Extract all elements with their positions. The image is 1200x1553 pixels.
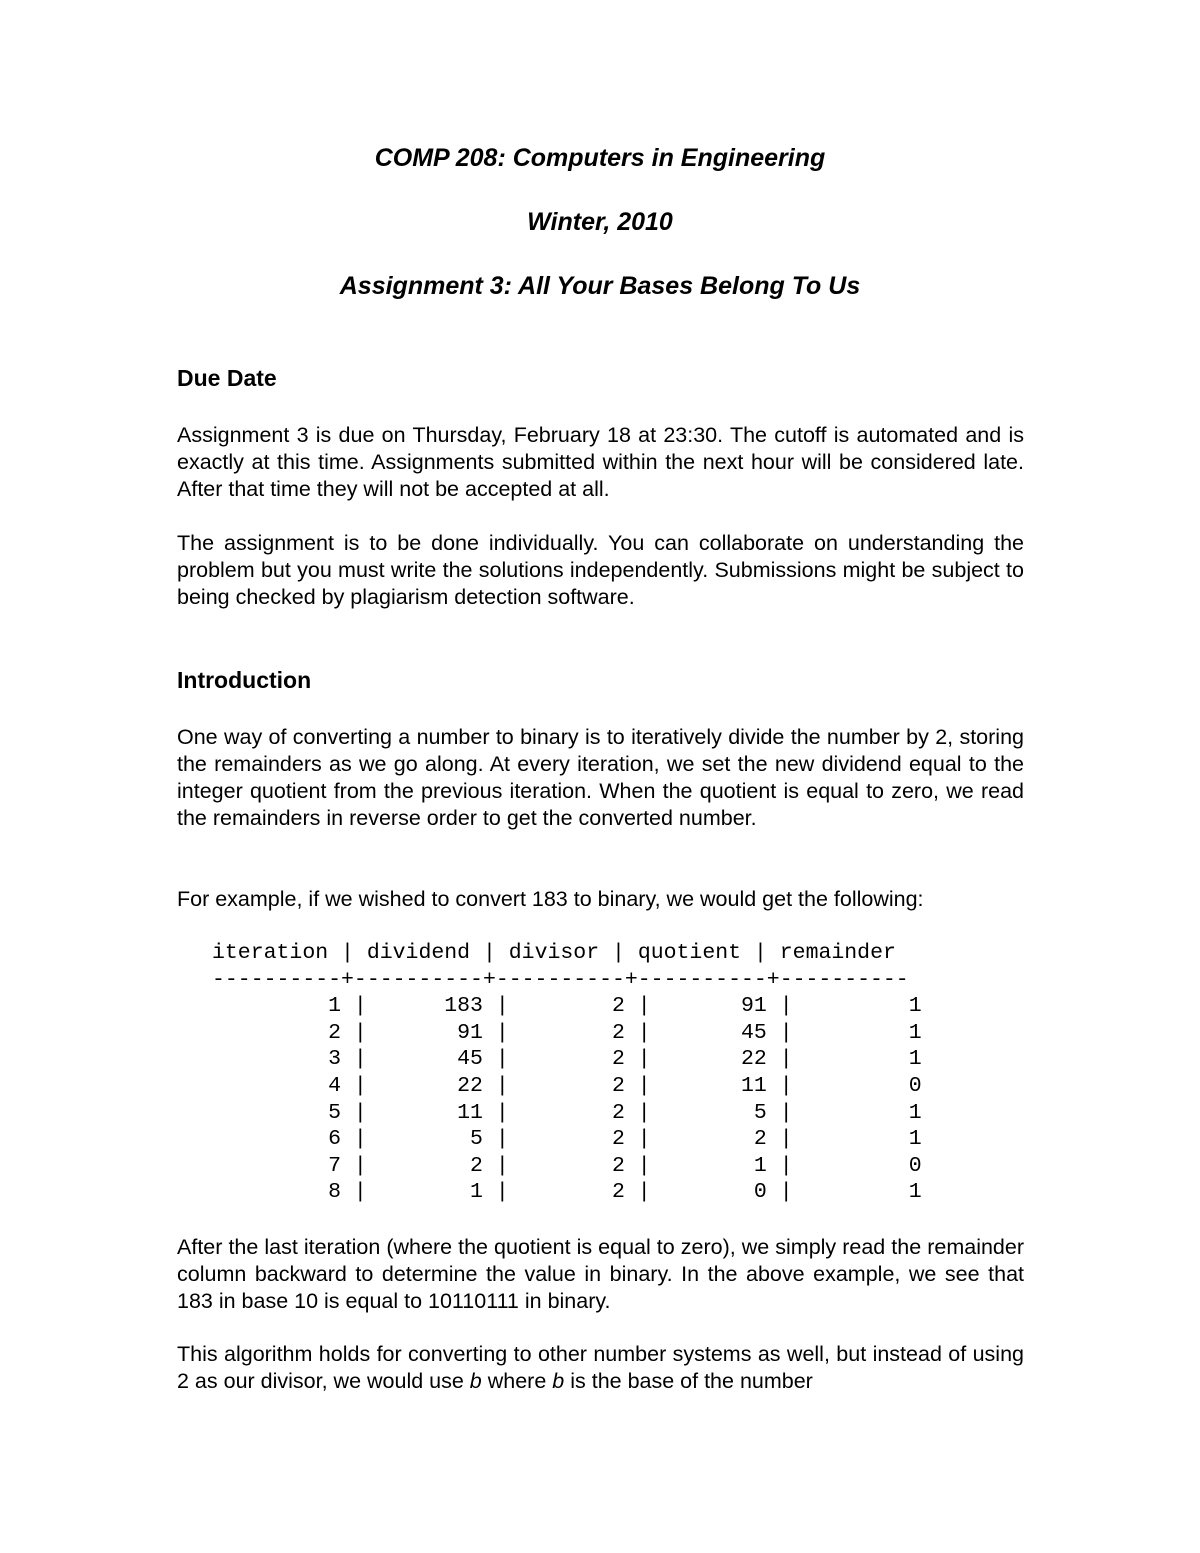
other-bases-paragraph xyxy=(177,1341,1024,1395)
table-cell: 2 xyxy=(366,1153,483,1178)
table-cell: 22 xyxy=(650,1047,767,1072)
table-cell: 5 xyxy=(650,1100,767,1125)
course-title: COMP 208: Computers in Engineering xyxy=(374,144,826,172)
table-cell: 2 xyxy=(508,1047,625,1072)
table-cell: 1 xyxy=(792,1020,922,1045)
table-row: 3 | 45 | 2 | 22 | 1 xyxy=(212,1047,922,1072)
table-cell: 2 xyxy=(650,1127,767,1152)
table-row: 1 | 183 | 2 | 91 | 1 xyxy=(212,994,922,1019)
table-row: 6 | 5 | 2 | 2 | 1 xyxy=(212,1127,922,1152)
table-header-row: iteration | dividend | divisor | quotient | remainder xyxy=(212,941,896,965)
table-cell: 2 xyxy=(508,1020,625,1045)
table-cell: 2 xyxy=(508,1127,625,1152)
table-cell: 1 xyxy=(792,1127,922,1152)
due-date-heading: Due Date xyxy=(177,365,277,391)
table-separator: ----------+----------+----------+----------+---------- xyxy=(212,967,909,992)
table-cell: 5 xyxy=(366,1127,483,1152)
table-row: 8 | 1 | 2 | 0 | 1 xyxy=(212,1180,922,1205)
table-cell: 1 xyxy=(792,1047,922,1072)
table-cell: 6 xyxy=(212,1127,342,1152)
table-cell: 91 xyxy=(366,1020,483,1045)
table-cell: 2 xyxy=(508,1180,625,1205)
table-cell: 1 xyxy=(792,1100,922,1125)
table-cell: 7 xyxy=(212,1153,342,1178)
table-cell: 8 xyxy=(212,1180,342,1205)
table-row: 4 | 22 | 2 | 11 | 0 xyxy=(212,1073,922,1098)
table-header-cell: iteration xyxy=(212,941,329,965)
table-cell: 5 xyxy=(212,1100,342,1125)
read-back-paragraph: After the last iteration (where the quotient is equal to zero), we simply read the remainder column backward to determine the value in binary. In the above example, we see that 183 in base 10 is equal to 10110111 in binary. xyxy=(177,1235,1024,1313)
introduction-heading: Introduction xyxy=(177,667,312,693)
table-cell: 4 xyxy=(212,1073,342,1098)
table-row: 2 | 91 | 2 | 45 | 1 xyxy=(212,1020,922,1045)
table-cell: 1 xyxy=(366,1180,483,1205)
table-cell: 91 xyxy=(650,994,767,1019)
table-cell: 2 xyxy=(508,1073,625,1098)
other-bases-text-1: This algorithm holds for converting to other number systems as well, but instead of using 2 as our divisor, we would use xyxy=(177,1342,1024,1393)
table-cell: 2 xyxy=(508,1153,625,1178)
table-cell: 2 xyxy=(508,994,625,1019)
table-cell: 2 xyxy=(508,1100,625,1125)
table-cell: 11 xyxy=(650,1073,767,1098)
table-cell: 1 xyxy=(650,1153,767,1178)
example-paragraph: For example, if we wished to convert 183 to binary, we would get the following: xyxy=(177,887,924,911)
table-header-cell: quotient xyxy=(637,941,742,965)
table-cell: 11 xyxy=(366,1100,483,1125)
assignment-title: Assignment 3: All Your Bases Belong To Us xyxy=(339,272,861,300)
table-row: 5 | 11 | 2 | 5 | 1 xyxy=(212,1100,922,1125)
table-cell: 0 xyxy=(650,1180,767,1205)
table-header-cell: remainder xyxy=(779,941,896,965)
table-cell: 1 xyxy=(792,1180,922,1205)
table-cell: 3 xyxy=(212,1047,342,1072)
table-cell: 22 xyxy=(366,1073,483,1098)
table-cell: 1 xyxy=(792,994,922,1019)
table-cell: 1 xyxy=(212,994,342,1019)
table-header-cell: dividend xyxy=(366,941,471,965)
other-bases-text-3: is the base of the number xyxy=(564,1369,813,1393)
table-cell: 0 xyxy=(792,1073,922,1098)
table-row: 7 | 2 | 2 | 1 | 0 xyxy=(212,1153,922,1178)
table-header-cell: divisor xyxy=(508,941,600,965)
table-cell: 2 xyxy=(212,1020,342,1045)
table-cell: 45 xyxy=(366,1047,483,1072)
table-cell: 183 xyxy=(366,994,483,1019)
table-cell: 45 xyxy=(650,1020,767,1045)
individual-work-paragraph: The assignment is to be done individually. You can collaborate on understanding the problem but you must write the solutions independently. Submissions might be subject to being checked by plagiarism detection software. xyxy=(177,531,1024,609)
base-variable-b: b xyxy=(469,1369,482,1393)
base-variable-b-2: b xyxy=(552,1369,565,1393)
conversion-table xyxy=(212,940,922,1206)
due-date-paragraph: Assignment 3 is due on Thursday, February 18 at 23:30. The cutoff is automated and is exactly at this time. Assignments submitted within the next hour will be considered late. After that time they will not be accepted at all. xyxy=(177,423,1024,501)
introduction-paragraph: One way of converting a number to binary is to iteratively divide the number by 2, storing the remainders as we go along. At every iteration, we set the new dividend equal to the integer quotient from the previous iteration. When the quotient is equal to zero, we read the remainders in reverse order to get the converted number. xyxy=(177,725,1024,830)
table-cell: 0 xyxy=(792,1153,922,1178)
term-title: Winter, 2010 xyxy=(527,208,673,236)
other-bases-text-2: where xyxy=(481,1369,553,1393)
